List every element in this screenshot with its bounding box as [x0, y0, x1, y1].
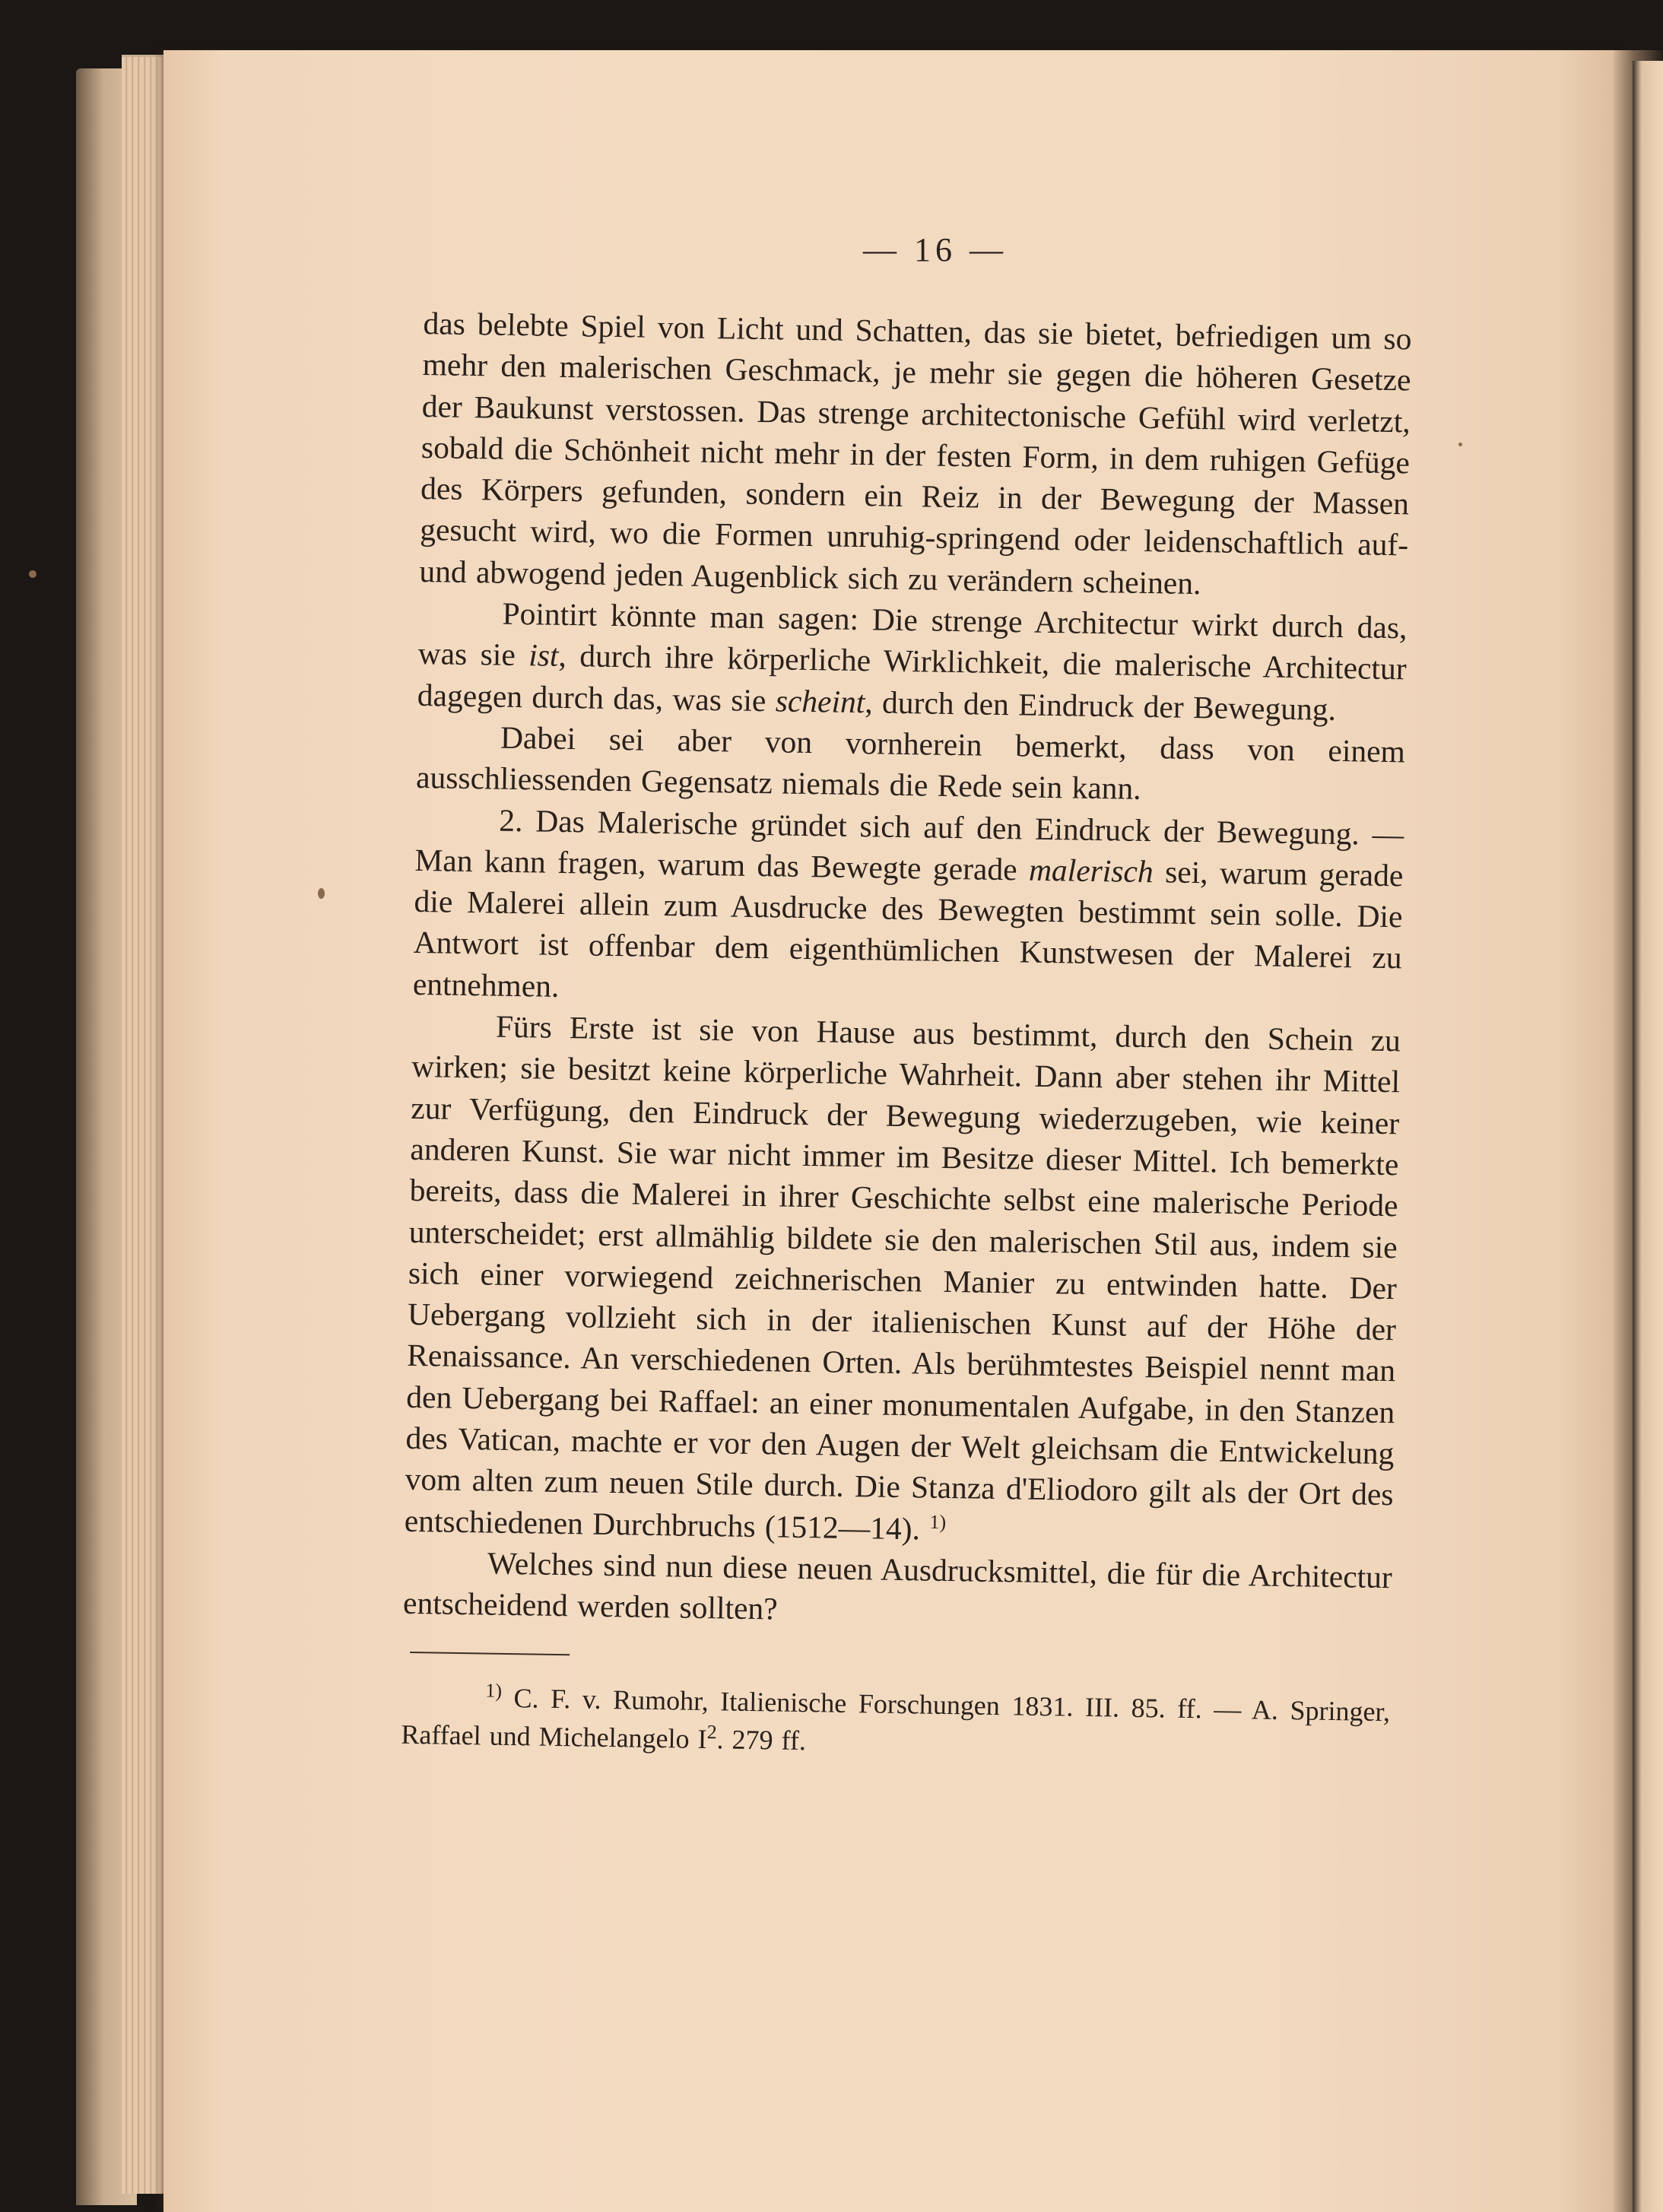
paragraph-2	[417, 592, 1407, 731]
footnote-line-2: — A. Springer, Raffael und Michelangelo I	[401, 1693, 1391, 1754]
facing-page-edge	[1633, 61, 1663, 2212]
page-number: — 16 —	[863, 231, 1008, 268]
paragraph-1: das belebte Spiel von Licht und Schatten, das sie bietet, befriedigen um so mehr den malerischen Geschmack, je mehr sie gegen die höheren Gesetze der Baukunst verstossen. Das strenge architectonische Gefühl wird verletzt, sobald die Schönheit nicht mehr in der festen Form, in dem ruhigen Gefüge des Körpers gefunden, sondern ein Reiz in der Bewegung der Massen gesucht wird, wo die Formen unruhig-springend oder leidenschaftlich auf- und abwogend jeden Augenblick sich zu verändern scheinen.	[419, 305, 1412, 601]
footnote-line-1: C. F. v. Rumohr, Italienische Forschungen 1831. III. 85. ff.	[513, 1682, 1202, 1724]
paragraph-6: Welches sind nun diese neuen Ausdrucksmittel, die für die Architectur entscheidend werden sollten?	[402, 1545, 1393, 1626]
paragraph-5-text: Fürs Erste ist sie von Hause aus bestimmt, durch den Schein zu wirken; sie besitzt keine körperliche Wahrheit. Dann aber stehen ihr Mittel zur Verfügung, den Eindruck der Bewegung wiederzugeben, wie keiner anderen Kunst. Sie war nicht immer im Besitze dieser Mittel. Ich bemerkte bereits, dass die Malerei in ihrer Geschichte selbst eine malerische Periode unterscheidet; erst allmählig bildete sie den malerischen Stil aus, indem sie sich einer vorwiegend zeichnerischen Manier zu entwinden hatte. Der Uebergang vollzieht sich in der italienischen Kunst auf der Höhe der Renaissance. An verschiedenen Orten. Als berühmtestes Beispiel nennt man den Uebergang bei Raffael: an einer monumentalen Aufgabe, in den Stanzen des Vatican, machte er vor den Augen der Welt gleichsam die Entwickelung vom alten zum neuen Stile durch. Die Stanza d'Eliodoro gilt als der Ort des entschiedenen Durchbruchs (1512—14).	[404, 1008, 1401, 1547]
footnote-mark: 1)	[485, 1679, 503, 1702]
paragraph-3: Dabei sei aber von vornherein bemerkt, dass von einem ausschliessenden Gegensatz niemals die Rede sein kann.	[415, 719, 1406, 807]
paragraph-4	[413, 798, 1404, 1020]
body-text	[401, 303, 1412, 1769]
paper-speck	[318, 888, 325, 899]
footnote-rule	[410, 1651, 570, 1655]
paper-speck	[1458, 443, 1462, 446]
paragraph-4-part: sei, warum gerade die Malerei allein zum Ausdrucke des Bewegten bestimmt sein solle. Die Antwort ist offenbar dem eigenthümlichen Kunstwesen der Malerei zu entnehmen.	[412, 854, 1404, 1004]
emphasis-ist: ist	[528, 637, 559, 674]
paragraph-2-part: , durch ihre körperliche Wirklichkeit, die malerische Architectur dagegen durch das, was sie	[417, 638, 1407, 718]
emphasis-malerisch: malerisch	[1028, 852, 1154, 890]
footnote-line-2-end: . 279 ff.	[716, 1723, 807, 1756]
paragraph-2-part: , durch den Eindruck der Bewegung.	[864, 684, 1337, 727]
paper-speck	[29, 570, 36, 578]
footnote	[401, 1677, 1390, 1768]
paragraph-4-part: 2. Das Malerische gründet sich auf den Eindruck der Bewegung. — Man kann fragen, warum das Bewegte gerade	[414, 802, 1404, 887]
footnote-superscript: 2	[706, 1720, 717, 1743]
footnote-reference[interactable]: 1)	[929, 1510, 947, 1533]
paragraph-2-part: Pointirt könnte man sagen: Die strenge Architectur wirkt durch das, was sie	[417, 595, 1408, 673]
paragraph-5	[404, 1004, 1401, 1557]
emphasis-scheint: scheint	[775, 683, 865, 719]
